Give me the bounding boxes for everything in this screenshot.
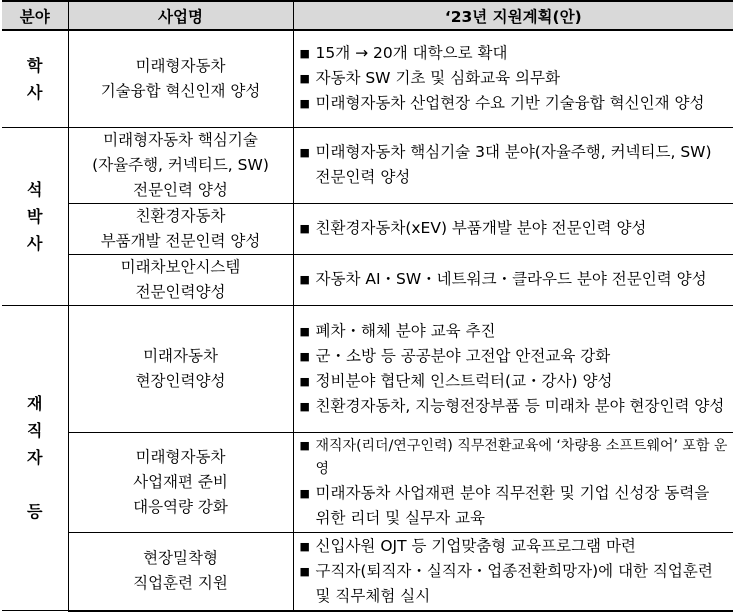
text-line: 15개 → 20개 대학으로 확대 <box>315 44 508 63</box>
bullet-icon: ■ <box>299 324 310 338</box>
support-plan-table <box>2 0 733 612</box>
bullet-icon: ■ <box>299 539 310 553</box>
text-line: 미래형자동차 <box>135 56 226 75</box>
program-name <box>68 203 293 254</box>
text-line: 석 <box>27 179 43 199</box>
text-line: 자 <box>27 448 43 468</box>
program-name <box>68 432 293 532</box>
category-undergrad <box>2 30 68 127</box>
text-line: 재 <box>27 394 43 414</box>
plan-cell <box>293 203 733 254</box>
list-item <box>300 559 730 609</box>
table-row <box>2 305 733 432</box>
plan-cell <box>293 254 733 305</box>
bullet-icon: ■ <box>299 486 310 500</box>
list-item <box>300 481 730 531</box>
text-line: 자동차 SW 기초 및 심화교육 의무화 <box>315 69 560 88</box>
list-item <box>300 319 730 344</box>
list-item <box>300 216 730 241</box>
category-employees <box>2 305 68 611</box>
list-item <box>300 344 730 369</box>
table-row <box>2 254 733 305</box>
text-line: 미래자동차 사업재편 분야 직무전환 및 기업 신성장 동력을 위한 리더 및 실무자 교육 <box>315 483 710 527</box>
bullet-icon: ■ <box>299 47 310 61</box>
text-line: 미래형자동차 핵심기술 <box>103 130 258 149</box>
text-line: 자동차 AI・SW・네트워크・클라우드 분야 전문인력 양성 <box>315 270 707 288</box>
bullet-icon: ■ <box>299 438 310 452</box>
bullet-icon: ■ <box>299 97 310 111</box>
text-line: 재직자(리더/연구인력) 직무전환교육에 ‘차량용 소프트웨어’ 포함 운영 <box>315 437 728 477</box>
text-line: 미래형자동차 핵심기술 3대 분야(자율주행, 커넥티드, SW) 전문인력 양성 <box>315 143 712 186</box>
text-line: 사 <box>27 233 43 253</box>
list-item <box>300 91 730 116</box>
list-item <box>300 41 730 66</box>
text-line <box>2 471 68 498</box>
text-line: 부품개발 전문인력 양성 <box>100 231 261 250</box>
list-item <box>300 369 730 394</box>
header-category: 분야 <box>2 1 68 30</box>
list-item <box>300 394 730 419</box>
list-item <box>300 434 730 481</box>
text-line: 친환경자동차, 지능형전장부품 등 미래차 분야 현장인력 양성 <box>315 396 725 415</box>
table-header-row <box>2 1 733 30</box>
header-plan: ‘23년 지원계획(안) <box>293 1 733 30</box>
list-item <box>300 66 730 91</box>
header-program: 사업명 <box>68 1 293 30</box>
text-line: 사 <box>27 82 43 102</box>
table-row <box>2 127 733 203</box>
text-line: 사업재편 준비 <box>133 472 228 491</box>
text-line: 전문인력양성 <box>135 282 226 301</box>
text-line: 직업훈련 지원 <box>133 574 228 592</box>
bullet-icon: ■ <box>299 374 310 388</box>
bullet-icon: ■ <box>299 273 310 286</box>
text-line: 신입사원 OJT 등 기업맞춤형 교육프로그램 마련 <box>315 536 636 555</box>
bullet-icon: ■ <box>299 72 310 86</box>
text-line: 대응역량 강화 <box>133 497 228 516</box>
text-line: 구직자(퇴직자・실직자・업종전환희망자)에 대한 직업훈련 및 직무체험 실시 <box>315 561 713 605</box>
program-name <box>68 254 293 305</box>
category-graduate <box>2 127 68 305</box>
text-line: 미래차보안시스템 <box>120 257 241 276</box>
plan-cell <box>293 127 733 203</box>
text-line: 기술융합 혁신인재 양성 <box>100 81 261 100</box>
bullet-icon: ■ <box>299 399 310 413</box>
bullet-icon: ■ <box>299 222 310 235</box>
program-name <box>68 532 293 611</box>
list-item <box>300 534 730 559</box>
text-line: 군・소방 등 공공분야 고전압 안전교육 강화 <box>315 346 611 365</box>
plan-cell <box>293 532 733 611</box>
text-line: 정비분야 협단체 인스트럭터(교・강사) 양성 <box>315 371 613 390</box>
text-line: 등 <box>27 502 43 522</box>
bullet-icon: ■ <box>299 564 310 578</box>
text-line: 친환경자동차(xEV) 부품개발 분야 전문인력 양성 <box>315 219 647 237</box>
plan-cell <box>293 305 733 432</box>
table-row <box>2 532 733 611</box>
text-line: 폐차・해체 분야 교육 추진 <box>315 321 496 340</box>
plan-cell <box>293 432 733 532</box>
list-item <box>300 140 730 190</box>
table-row <box>2 432 733 532</box>
text-line: 직 <box>27 421 43 441</box>
text-line: 현장밀착형 <box>143 549 218 567</box>
list-item <box>300 267 730 292</box>
text-line: 친환경자동차 <box>135 206 226 225</box>
text-line: 미래형자동차 산업현장 수요 기반 기술융합 혁신인재 양성 <box>315 94 705 113</box>
bullet-icon: ■ <box>299 349 310 363</box>
program-name <box>68 305 293 432</box>
text-line: 미래형자동차 <box>135 447 226 466</box>
text-line: 학 <box>27 55 43 75</box>
text-line: 박 <box>27 206 43 226</box>
table-row <box>2 203 733 254</box>
program-name <box>68 30 293 127</box>
table-row <box>2 30 733 127</box>
plan-cell <box>293 30 733 127</box>
text-line: (자율주행, 커넥티드, SW) <box>92 155 269 174</box>
text-line: 현장인력양성 <box>135 371 226 390</box>
bullet-icon: ■ <box>299 146 310 159</box>
program-name <box>68 127 293 203</box>
text-line: 미래자동차 <box>143 346 218 365</box>
text-line: 전문인력 양성 <box>133 180 228 199</box>
